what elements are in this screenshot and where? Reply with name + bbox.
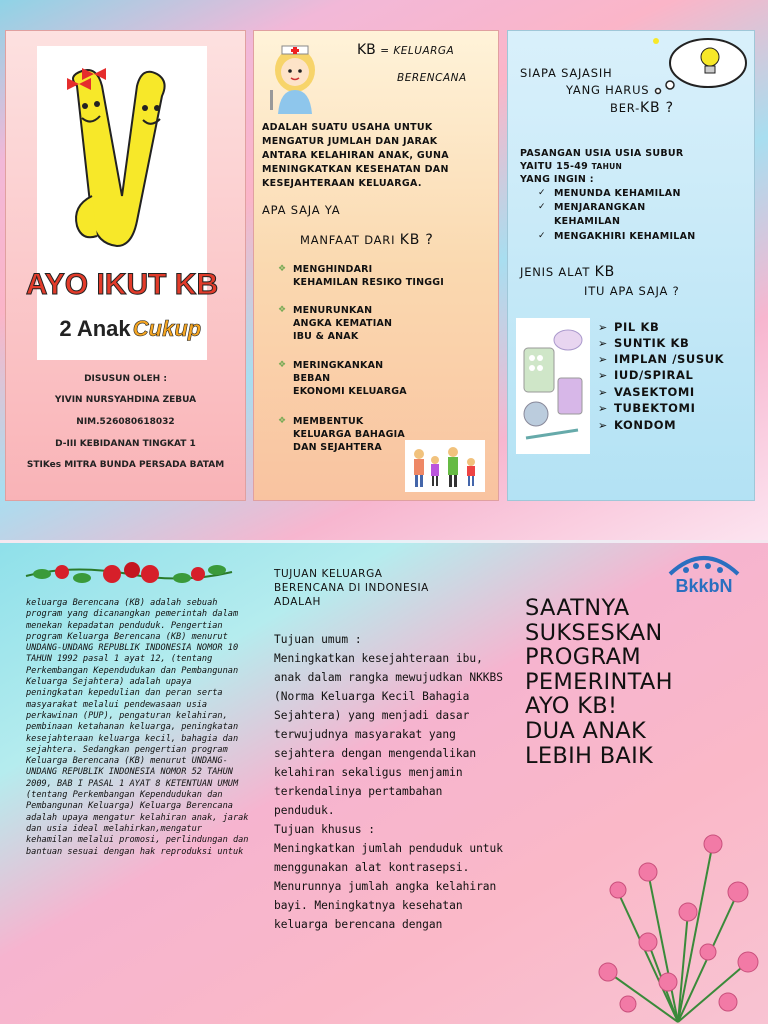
target-age: YAITU 15-49 [520,161,589,172]
benefit-line: MENGHINDARI [293,264,373,275]
check-icon: ✓ [538,188,546,198]
who-question-kb: KB ? [640,100,674,116]
arrow-bullet-icon: ➢ [598,402,608,415]
arrow-bullet-icon: ➢ [598,321,608,334]
types-question-kb: KB [594,264,616,280]
benefit-line: EKONOMI KELUARGA [293,386,407,397]
target-age-unit: TAHUN [591,162,623,171]
definition-line: KESEJAHTERAAN KELUARGA. [262,178,422,189]
who-question: SIAPA SAJASIH [520,66,613,80]
slogan-line: PEMERINTAH [525,668,673,695]
general-goal-text: Meningkatkan kesejahteraan ibu, anak dalam rangka mewujudkan NKKBS (Norma Keluarga Kecil Bahagia Sejahtera) yang menjadi dasar terwujudnya masyarakat yang sejahtera dengan mengendalikan kelahiran sekaligus menjamin terkendalinya pertambahan penduduk. [274,652,504,817]
goals-body [274,630,504,934]
lightbulb-icon [648,33,750,95]
slogan [525,596,765,768]
credit-school: STIKes MITRA BUNDA PERSADA BATAM [26,460,225,470]
benefit-line: KEHAMILAN RESIKO TINGGI [293,277,445,288]
nurse-illustration [264,40,326,114]
method-item: SUNTIK KB [614,336,690,350]
slogan-line: AYO KB! [525,693,618,720]
definition-line: MENINGKATKAN KESEHATAN DAN [262,164,449,175]
arrow-bullet-icon: ➢ [598,369,608,382]
benefit-line: IBU & ANAK [293,331,359,342]
definition-line: ANTARA KELAHIRAN ANAK, GUNA [262,150,449,161]
kb-description-text: keluarga Berencana (KB) adalah sebuah program yang dicanangkan pemerintah dalam menekan kepadatan penduduk. Pengertian program Keluarga Berencana (KB) menurut UNDANG-UNDANG REPUBLIK INDONESIA NOMOR 10 TAHUN 1992 pasal 1 ayat 12, (tentang Perkembangan Kependudukan dan Pembangunan Keluarga Sejahtera) adalah upaya peningkatan kepedulian dan peran serta masyarakat melalui pendewasaan usia perkawinan (PUP), pengaturan kelahiran, pembinaan ketahanan keluarga, peningkatan kesejahteraan keluarga kecil, bahagia dan sejahtera. Sedangkan pengertian program Keluarga Berencana (KB) menurut UNDANG-UNDANG REPUBLIK INDONESIA NOMOR 52 TAHUN 2009, BAB I PASAL 1 AYAT 8 KETENTUAN UMUM (tentang Perkembangan Kependudukan dan Pembangunan Keluarga) Keluarga Berencana adalah upaya mengatur kelahiran anak, jarak dan usia ideal melahirkan,mengatur kehamilan melalui promosi, perlindungan dan bantuan sesuai dengan hak reproduksi untuk [26,598,249,857]
bkkbn-logo-text: BkkbN [675,576,733,596]
benefit-question-2: MANFAAT DARI [300,233,396,247]
target-group: PASANGAN USIA USIA SUBUR [520,148,684,159]
definition-line: MENGATUR JUMLAH DAN JARAK [262,136,438,147]
benefit-line: KELUARGA BAHAGIA [293,429,405,440]
method-item: IMPLAN /SUSUK [614,352,725,366]
types-question: JENIS ALAT [520,265,591,279]
who-question-2: YANG HARUS [566,83,650,97]
types-question-2: ITU APA SAJA ? [584,284,680,298]
want-item: MENGAKHIRI KEHAMILAN [554,231,696,242]
slogan-line: LEBIH BAIK [525,742,654,769]
arrow-bullet-icon: ➢ [598,386,608,399]
method-item: TUBEKTOMI [614,401,696,415]
general-goal-label: Tujuan umum : [274,633,362,646]
pink-roses-illustration [588,832,766,1024]
slogan-line: SUKSESKAN [525,619,663,646]
arrow-bullet-icon: ➢ [598,419,608,432]
arrow-bullet-icon: ➢ [598,353,608,366]
logo-title: AYO IKUT KB [25,268,219,301]
check-icon: ✓ [538,202,546,212]
credit-author: YIVIN NURSYAHDINA ZEBUA [54,395,197,405]
specific-goal-label: Tujuan khusus : [274,823,376,836]
specific-goal-text: Meningkatkan jumlah penduduk untuk menggunakan alat kontrasepsi. Menurunnya jumlah angka kelahiran bayi. Meningkatnya kesehatan keluarga berencana dengan [274,842,504,931]
check-icon: ✓ [538,231,546,241]
logo-subtitle-accent: Cukup [132,316,202,341]
kb-title: KB [357,42,376,58]
want-item: KEHAMILAN [554,216,621,227]
ayo-ikut-kb-logo [25,46,219,360]
rose-border-illustration [22,556,236,592]
logo-subtitle: 2 Anak [59,316,131,341]
method-item: KONDOM [614,418,677,432]
benefit-line: ANGKA KEMATIAN [293,318,393,329]
slogan-line: PROGRAM [525,644,641,671]
peace-hand-illustration [25,46,219,360]
diamond-bullet-icon: ❖ [278,264,287,274]
goals-heading: BERENCANA DI INDONESIA [274,582,429,594]
want-item: MENUNDA KEHAMILAN [554,188,681,199]
slogan-line: SAATNYA [525,595,630,621]
benefit-line: MEMBENTUK [293,416,364,427]
method-item: IUD/SPIRAL [614,368,694,382]
want-item: MENJARANGKAN [554,202,646,213]
credit-program: D-III KEBIDANAN TINGKAT 1 [55,439,196,449]
goals-heading: ADALAH [274,596,322,608]
method-item: PIL KB [614,320,660,334]
kb-title-line2: BERENCANA [397,72,467,84]
kb-title-rest: = KELUARGA [380,45,455,57]
credit-label: DISUSUN OLEH : [84,374,167,384]
diamond-bullet-icon: ❖ [278,305,287,315]
benefit-line: MENURUNKAN [293,305,373,316]
diamond-bullet-icon: ❖ [278,416,287,426]
credit-nim: NIM.526080618032 [76,417,175,427]
diamond-bullet-icon: ❖ [278,360,287,370]
benefit-question-kb: KB ? [399,232,434,248]
family-illustration [405,440,485,492]
benefit-line: MERINGKANKAN [293,360,384,371]
definition-line: ADALAH SUATU USAHA UNTUK [262,122,433,133]
arrow-bullet-icon: ➢ [598,337,608,350]
benefit-line: BEBAN [293,373,331,384]
slogan-line: DUA ANAK [525,717,647,744]
benefit-question: APA SAJA YA [262,203,341,217]
contraceptives-illustration [516,318,590,454]
target-want: YANG INGIN : [520,174,594,185]
page-divider [0,540,768,543]
bkkbn-logo [664,548,744,596]
benefit-line: DAN SEJAHTERA [293,442,382,453]
who-question-3: BER- [610,101,641,115]
method-item: VASEKTOMI [614,385,695,399]
goals-heading: TUJUAN KELUARGA [274,568,383,580]
